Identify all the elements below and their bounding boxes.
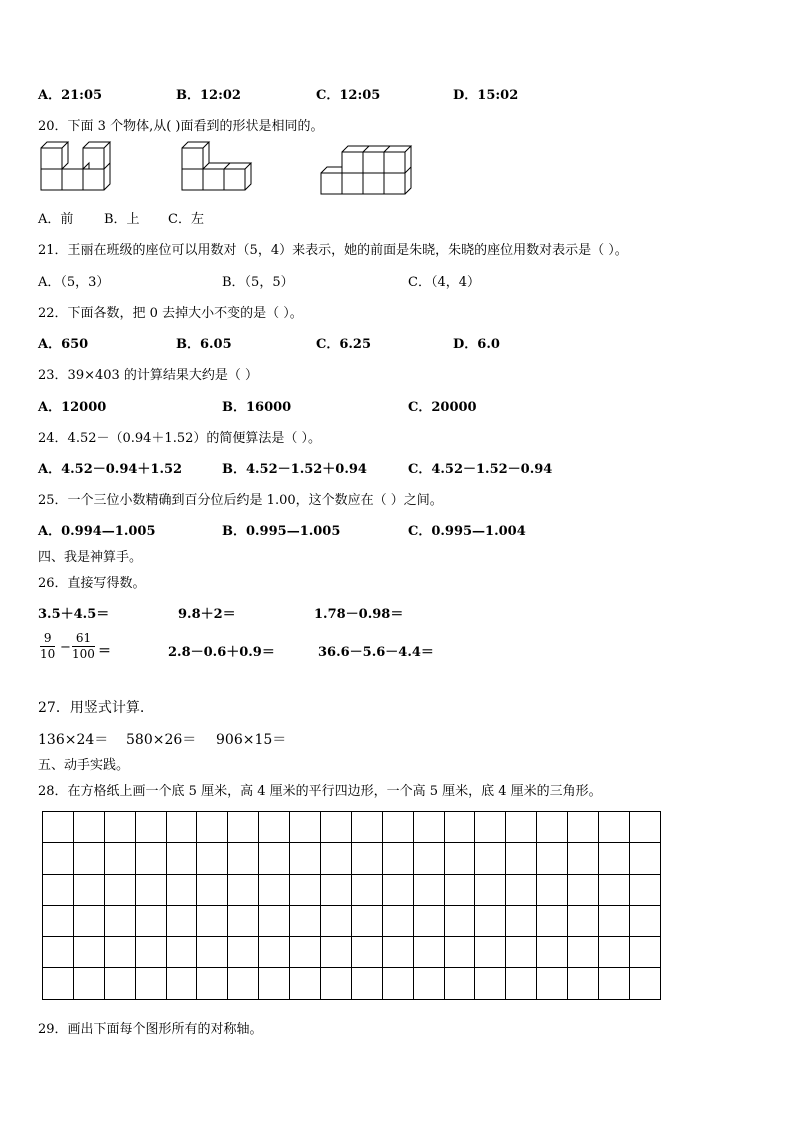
fraction-2-numerator: 61 xyxy=(75,631,92,645)
grid-cell[interactable] xyxy=(290,874,321,905)
q22-option-b[interactable]: B．6.05 xyxy=(176,337,232,352)
grid-cell[interactable] xyxy=(166,843,197,874)
q20-option-a[interactable]: A．前 xyxy=(38,212,74,227)
q23-option-c[interactable]: C．20000 xyxy=(408,400,477,415)
q24-option-c[interactable]: C．4.52－1.52－0.94 xyxy=(408,462,553,477)
grid-cell[interactable] xyxy=(506,843,537,874)
grid-cell[interactable] xyxy=(104,937,135,968)
q26-stem: 26．直接写得数。 xyxy=(38,576,146,591)
grid-cell[interactable] xyxy=(321,968,352,999)
grid-cell[interactable] xyxy=(351,968,382,999)
grid-cell[interactable] xyxy=(506,874,537,905)
grid-cell[interactable] xyxy=(351,843,382,874)
grid-cell[interactable] xyxy=(321,843,352,874)
q26-item-2: 9.8＋2＝ xyxy=(178,607,236,622)
cube-figure-3 xyxy=(321,146,411,194)
q25-option-c[interactable]: C．0.995—1.004 xyxy=(408,524,526,539)
q27-item-1: 136×24＝ xyxy=(38,732,109,748)
grid-cell[interactable] xyxy=(537,937,568,968)
q25-option-a[interactable]: A．0.994—1.005 xyxy=(38,524,156,539)
grid-cell[interactable] xyxy=(104,905,135,936)
grid-cell[interactable] xyxy=(382,905,413,936)
q26-item-6: 36.6－5.6－4.4＝ xyxy=(318,645,434,660)
grid-row xyxy=(43,937,661,968)
grid-cell[interactable] xyxy=(259,874,290,905)
grid-cell[interactable] xyxy=(382,968,413,999)
grid-cell[interactable] xyxy=(444,874,475,905)
grid-cell[interactable] xyxy=(444,968,475,999)
grid-cell[interactable] xyxy=(104,843,135,874)
grid-cell[interactable] xyxy=(382,874,413,905)
q24-option-a[interactable]: A．4.52－0.94＋1.52 xyxy=(38,462,183,477)
grid-cell[interactable] xyxy=(197,874,228,905)
grid-cell[interactable] xyxy=(506,937,537,968)
grid-row xyxy=(43,843,661,874)
grid-cell[interactable] xyxy=(321,874,352,905)
q26-item-3: 1.78－0.98＝ xyxy=(314,607,404,622)
grid-cell[interactable] xyxy=(506,812,537,843)
q27-item-3: 906×15＝ xyxy=(216,732,287,748)
q23-option-a[interactable]: A．12000 xyxy=(38,400,107,415)
section-4-title: 四、我是神算手。 xyxy=(38,550,143,565)
grid-cell[interactable] xyxy=(351,905,382,936)
grid-cell[interactable] xyxy=(599,937,630,968)
grid-cell[interactable] xyxy=(104,874,135,905)
q24-stem: 24．4.52－（0.94＋1.52）的简便算法是（ ）。 xyxy=(38,431,322,446)
grid-cell[interactable] xyxy=(73,937,104,968)
grid-cell[interactable] xyxy=(475,843,506,874)
grid-cell[interactable] xyxy=(43,812,74,843)
grid-cell[interactable] xyxy=(475,937,506,968)
grid-cell[interactable] xyxy=(444,905,475,936)
q22-stem: 22．下面各数，把 0 去掉大小不变的是（ ）。 xyxy=(38,306,303,321)
grid-row xyxy=(43,905,661,936)
q20-stem: 20．下面 3 个物体,从( )面看到的形状是相同的。 xyxy=(38,119,324,134)
grid-cell[interactable] xyxy=(104,968,135,999)
grid-cell[interactable] xyxy=(321,937,352,968)
q19-option-d[interactable]: D．15:02 xyxy=(453,88,519,103)
grid-cell[interactable] xyxy=(413,874,444,905)
grid-cell[interactable] xyxy=(197,968,228,999)
q25-stem: 25．一个三位小数精确到百分位后约是 1.00，这个数应在（ ）之间。 xyxy=(38,493,443,508)
equals-sign: ＝ xyxy=(98,644,112,659)
grid-cell[interactable] xyxy=(506,968,537,999)
grid-cell[interactable] xyxy=(197,843,228,874)
grid-cell[interactable] xyxy=(197,905,228,936)
grid-cell[interactable] xyxy=(568,843,599,874)
grid-cell[interactable] xyxy=(135,843,166,874)
section-5-title: 五、动手实践。 xyxy=(38,758,130,773)
grid-cell[interactable] xyxy=(135,968,166,999)
grid-cell[interactable] xyxy=(197,937,228,968)
grid-cell[interactable] xyxy=(599,843,630,874)
grid-cell[interactable] xyxy=(259,812,290,843)
fraction-1-numerator: 9 xyxy=(43,631,52,645)
grid-cell[interactable] xyxy=(351,937,382,968)
grid-cell[interactable] xyxy=(290,843,321,874)
grid-cell[interactable] xyxy=(43,843,74,874)
grid-cell[interactable] xyxy=(629,937,660,968)
grid-cell[interactable] xyxy=(351,812,382,843)
grid-cell[interactable] xyxy=(135,874,166,905)
grid-cell[interactable] xyxy=(629,905,660,936)
grid-cell[interactable] xyxy=(629,812,660,843)
grid-cell[interactable] xyxy=(228,937,259,968)
grid-cell[interactable] xyxy=(599,968,630,999)
grid-cell[interactable] xyxy=(73,843,104,874)
grid-cell[interactable] xyxy=(259,968,290,999)
q23-stem: 23．39×403 的计算结果大约是（ ） xyxy=(38,368,259,383)
grid-cell[interactable] xyxy=(475,874,506,905)
grid-cell[interactable] xyxy=(629,843,660,874)
grid-cell[interactable] xyxy=(43,874,74,905)
fraction-2-denominator: 100 xyxy=(72,647,95,661)
grid-cell[interactable] xyxy=(43,968,74,999)
grid-cell[interactable] xyxy=(599,905,630,936)
q21-option-c[interactable]: C．（4，4） xyxy=(408,275,480,290)
q22-option-c[interactable]: C．6.25 xyxy=(316,337,372,352)
grid-cell[interactable] xyxy=(568,905,599,936)
grid-cell[interactable] xyxy=(166,905,197,936)
grid-cell[interactable] xyxy=(197,812,228,843)
q27-stem: 27．用竖式计算. xyxy=(38,700,145,716)
grid-row xyxy=(43,874,661,905)
minus-sign: − xyxy=(60,640,71,655)
q26-item-5: 2.8－0.6＋0.9＝ xyxy=(168,645,275,660)
grid-cell[interactable] xyxy=(351,874,382,905)
q22-option-d[interactable]: D．6.0 xyxy=(453,337,500,352)
grid-cell[interactable] xyxy=(599,874,630,905)
grid-cell[interactable] xyxy=(228,812,259,843)
grid-cell[interactable] xyxy=(475,812,506,843)
cube-figure-2 xyxy=(182,142,251,190)
q26-fraction-1 xyxy=(40,631,55,662)
grid-row xyxy=(43,968,661,999)
q19-option-a[interactable]: A．21:05 xyxy=(38,88,103,103)
grid-cell[interactable] xyxy=(290,812,321,843)
grid-cell[interactable] xyxy=(259,937,290,968)
grid-cell[interactable] xyxy=(290,937,321,968)
grid-cell[interactable] xyxy=(568,968,599,999)
grid-row xyxy=(43,812,661,843)
grid-cell[interactable] xyxy=(568,812,599,843)
q20-option-b[interactable]: B．上 xyxy=(104,212,140,227)
grid-cell[interactable] xyxy=(166,968,197,999)
q22-option-a[interactable]: A．650 xyxy=(38,337,89,352)
q19-option-b[interactable]: B．12:02 xyxy=(176,88,241,103)
q26-fraction-2 xyxy=(72,631,95,662)
grid-cell[interactable] xyxy=(43,937,74,968)
q20-cubes-svg xyxy=(36,138,436,198)
grid-cell[interactable] xyxy=(166,874,197,905)
grid-cell[interactable] xyxy=(321,905,352,936)
grid-cell[interactable] xyxy=(73,905,104,936)
graph-paper-grid[interactable] xyxy=(42,811,661,1000)
grid-cell[interactable] xyxy=(104,812,135,843)
grid-cell[interactable] xyxy=(228,874,259,905)
grid-cell[interactable] xyxy=(629,968,660,999)
grid-cell[interactable] xyxy=(382,812,413,843)
grid-cell[interactable] xyxy=(444,843,475,874)
grid-cell[interactable] xyxy=(444,812,475,843)
grid-cell[interactable] xyxy=(135,937,166,968)
q27-item-2: 580×26＝ xyxy=(126,732,197,748)
grid-cell[interactable] xyxy=(135,812,166,843)
q25-option-b[interactable]: B．0.995—1.005 xyxy=(222,524,341,539)
grid-cell[interactable] xyxy=(444,937,475,968)
grid-cell[interactable] xyxy=(413,843,444,874)
grid-cell[interactable] xyxy=(73,968,104,999)
grid-cell[interactable] xyxy=(290,968,321,999)
grid-cell[interactable] xyxy=(506,905,537,936)
grid-cell[interactable] xyxy=(228,843,259,874)
grid-cell[interactable] xyxy=(413,968,444,999)
grid-cell[interactable] xyxy=(166,812,197,843)
cube-figure-1 xyxy=(41,142,110,190)
grid-cell[interactable] xyxy=(73,812,104,843)
grid-cell[interactable] xyxy=(382,937,413,968)
grid-cell[interactable] xyxy=(259,843,290,874)
q20-option-c[interactable]: C．左 xyxy=(168,212,204,227)
grid-cell[interactable] xyxy=(259,905,290,936)
grid-cell[interactable] xyxy=(537,812,568,843)
grid-cell[interactable] xyxy=(73,874,104,905)
grid-cell[interactable] xyxy=(537,874,568,905)
q19-option-c[interactable]: C．12:05 xyxy=(316,88,381,103)
grid-cell[interactable] xyxy=(599,812,630,843)
grid-cell[interactable] xyxy=(537,905,568,936)
grid-cell[interactable] xyxy=(413,937,444,968)
q21-option-a[interactable]: A．（5，3） xyxy=(38,275,110,290)
q24-option-b[interactable]: B．4.52－1.52＋0.94 xyxy=(222,462,367,477)
q26-item-1: 3.5＋4.5＝ xyxy=(38,607,110,622)
grid-cell[interactable] xyxy=(382,843,413,874)
grid-cell[interactable] xyxy=(321,812,352,843)
grid-cell[interactable] xyxy=(568,874,599,905)
grid-cell[interactable] xyxy=(43,905,74,936)
grid-cell[interactable] xyxy=(135,905,166,936)
grid-cell[interactable] xyxy=(413,812,444,843)
grid-cell[interactable] xyxy=(166,937,197,968)
grid-cell[interactable] xyxy=(537,843,568,874)
grid-cell[interactable] xyxy=(537,968,568,999)
q21-stem: 21．王丽在班级的座位可以用数对（5，4）来表示，她的前面是朱晓，朱晓的座位用数对表示是（ ）。 xyxy=(38,243,628,258)
grid-cell[interactable] xyxy=(228,905,259,936)
q23-option-b[interactable]: B．16000 xyxy=(222,400,292,415)
q29-stem: 29．画出下面每个图形所有的对称轴。 xyxy=(38,1022,263,1037)
grid-cell[interactable] xyxy=(228,968,259,999)
grid-cell[interactable] xyxy=(475,968,506,999)
grid-cell[interactable] xyxy=(413,905,444,936)
grid-cell[interactable] xyxy=(290,905,321,936)
q21-option-b[interactable]: B．（5，5） xyxy=(222,275,294,290)
fraction-1-denominator: 10 xyxy=(40,647,56,661)
grid-cell[interactable] xyxy=(629,874,660,905)
q28-stem: 28．在方格纸上画一个底 5 厘米，高 4 厘米的平行四边形，一个高 5 厘米，底 4 厘米的三角形。 xyxy=(38,784,602,799)
grid-cell[interactable] xyxy=(475,905,506,936)
grid-cell[interactable] xyxy=(568,937,599,968)
